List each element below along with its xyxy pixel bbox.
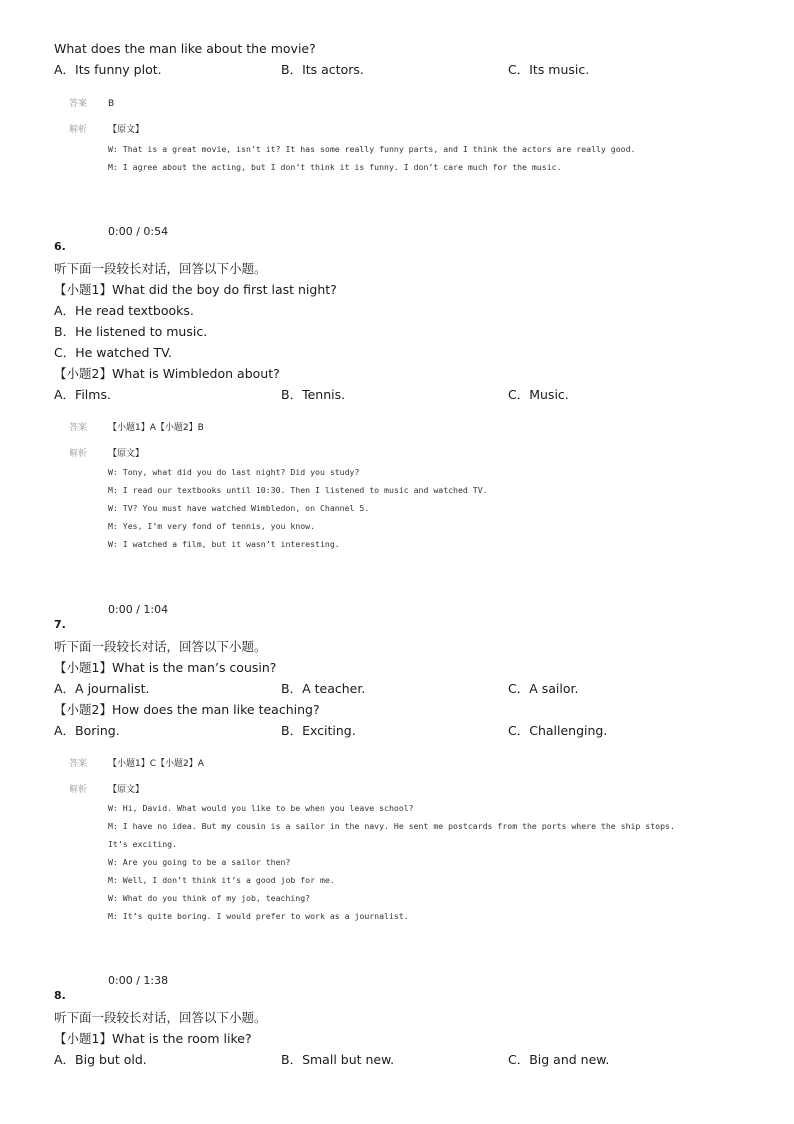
answer-label: 答案 bbox=[69, 759, 88, 769]
transcript-line: W: Are you going to be a sailor then? bbox=[108, 857, 291, 867]
audio-time[interactable]: 0:00 / 1:38 bbox=[108, 974, 169, 987]
option-a: A．A journalist. bbox=[54, 681, 150, 696]
instruction: 听下面一段较长对话，回答以下小题。 bbox=[54, 639, 267, 654]
transcript-line: M: Well, I don’t think it’s a good job for me. bbox=[108, 875, 335, 885]
option-b: B．He listened to music. bbox=[54, 324, 208, 339]
transcript-line: M: I agree about the acting, but I don’t think it is funny. I don’t care much for the music. bbox=[108, 162, 562, 172]
transcript-line: M: Yes, I’m very fond of tennis, you know. bbox=[108, 521, 316, 531]
sub-question-1: 【小题1】What is the room like? bbox=[54, 1031, 252, 1046]
transcript-line: W: That is a great movie, isn’t it? It has some really funny parts, and I think the actors are really good. bbox=[108, 144, 636, 154]
analysis-label: 解析 bbox=[69, 449, 88, 459]
option-b: B．Exciting. bbox=[281, 723, 356, 738]
option-c: C．Challenging. bbox=[508, 723, 608, 738]
option-c: C．He watched TV. bbox=[54, 345, 173, 360]
option-b: B．Small but new. bbox=[281, 1052, 395, 1067]
option-a: A．Big but old. bbox=[54, 1052, 147, 1067]
question-text: What does the man like about the movie? bbox=[54, 41, 316, 56]
option-c: C．A sailor. bbox=[508, 681, 579, 696]
transcript-line: M: I have no idea. But my cousin is a sailor in the navy. He sent me postcards from the ports where the ship stops. bbox=[108, 821, 675, 831]
option-a: A．Films. bbox=[54, 387, 111, 402]
original-tag: 【原文】 bbox=[108, 785, 145, 795]
option-c: C．Its music. bbox=[508, 62, 590, 77]
transcript-line: M: I read our textbooks until 10:30. Then I listened to music and watched TV. bbox=[108, 485, 488, 495]
option-a: A．He read textbooks. bbox=[54, 303, 194, 318]
option-a: A．Boring. bbox=[54, 723, 120, 738]
transcript-line: W: Hi, David. What would you like to be when you leave school? bbox=[108, 803, 414, 813]
option-c: C．Music. bbox=[508, 387, 569, 402]
option-c: C．Big and new. bbox=[508, 1052, 610, 1067]
transcript-line: It’s exciting. bbox=[108, 839, 178, 849]
question-number: 8. bbox=[54, 989, 66, 1002]
answer-label: 答案 bbox=[69, 99, 88, 109]
original-tag: 【原文】 bbox=[108, 125, 145, 135]
analysis-label: 解析 bbox=[69, 785, 88, 795]
transcript-line: W: Tony, what did you do last night? Did you study? bbox=[108, 467, 360, 477]
option-b: B．Tennis. bbox=[281, 387, 346, 402]
sub-question-1: 【小题1】What did the boy do first last night? bbox=[54, 282, 337, 297]
transcript-line: W: I watched a film, but it wasn’t interesting. bbox=[108, 539, 340, 549]
answer-value: B bbox=[108, 99, 115, 109]
sub-question-1: 【小题1】What is the man’s cousin? bbox=[54, 660, 277, 675]
audio-time[interactable]: 0:00 / 0:54 bbox=[108, 225, 169, 238]
sub-question-2: 【小题2】How does the man like teaching? bbox=[54, 702, 320, 717]
option-b: B．Its actors. bbox=[281, 62, 364, 77]
analysis-label: 解析 bbox=[69, 125, 88, 135]
sub-question-2: 【小题2】What is Wimbledon about? bbox=[54, 366, 280, 381]
option-a: A．Its funny plot. bbox=[54, 62, 162, 77]
answer-label: 答案 bbox=[69, 423, 88, 433]
option-b: B．A teacher. bbox=[281, 681, 366, 696]
audio-time[interactable]: 0:00 / 1:04 bbox=[108, 603, 169, 616]
question-number: 7. bbox=[54, 618, 66, 631]
instruction: 听下面一段较长对话，回答以下小题。 bbox=[54, 1010, 267, 1025]
original-tag: 【原文】 bbox=[108, 449, 145, 459]
instruction: 听下面一段较长对话，回答以下小题。 bbox=[54, 261, 267, 276]
transcript-line: W: TV? You must have watched Wimbledon, on Channel 5. bbox=[108, 503, 370, 513]
question-number: 6. bbox=[54, 240, 66, 253]
transcript-line: W: What do you think of my job, teaching? bbox=[108, 893, 311, 903]
answer-value: 【小题1】C【小题2】A bbox=[108, 759, 204, 769]
answer-value: 【小题1】A【小题2】B bbox=[108, 423, 204, 433]
transcript-line: M: It’s quite boring. I would prefer to work as a journalist. bbox=[108, 911, 409, 921]
